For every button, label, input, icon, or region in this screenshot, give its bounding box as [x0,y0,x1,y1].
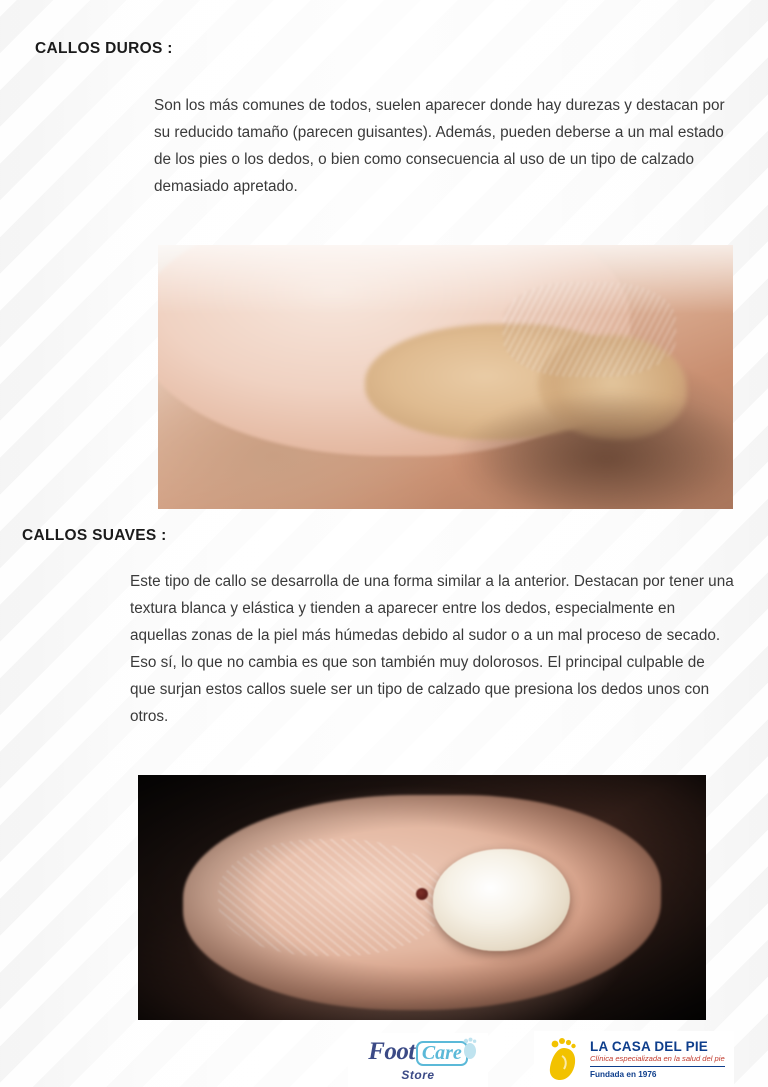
logo-la-casa-del-pie-text [590,1039,725,1079]
logo-footcare-word-foot: Foot [368,1038,415,1065]
photo-soft-corn [138,775,706,1020]
logo-footcare-word-care: Care [416,1041,468,1066]
logo-footcare-store-lockup [368,1039,468,1081]
photo-soft-corn-vignette [138,775,706,1020]
logo-footcare-word-store: Store [401,1068,435,1082]
photo-hard-corn [158,245,733,509]
logo-la-casa-del-pie-subtitle: Clínica especializada en la salud del pie [590,1055,725,1067]
section-heading-hard-corns: CALLOS DUROS : [35,40,173,57]
logo-la-casa-del-pie-title: LA CASA DEL PIE [590,1039,709,1055]
logo-footcare-store-wordmark [368,1039,468,1066]
foot-silhouette-icon [542,1036,584,1082]
photo-hard-corn-highlight [158,245,733,314]
logo-footcare-store[interactable] [348,1033,488,1087]
footprint-icon [460,1037,480,1061]
logo-la-casa-del-pie-founded: Fundada en 1976 [590,1069,657,1079]
section-heading-soft-corns: CALLOS SUAVES : [22,527,167,544]
section-paragraph-soft-corns: Este tipo de callo se desarrolla de una forma similar a la anterior. Destacan por tener una textura blanca y elástica y tienden a aparecer entre los dedos, especialmente en aquellas zonas de la piel más húmedas debido al sudor o a un mal proceso de secado. Eso sí, lo que no cambia es que son también muy dolorosos. El principal culpable de que surjan estos callos suele ser un tipo de calzado que presiona los dedos unos con otros. [130,573,734,725]
logo-la-casa-del-pie[interactable] [534,1031,734,1087]
section-paragraph-hard-corns: Son los más comunes de todos, suelen aparecer donde hay durezas y destacan por su reducido tamaño (parecen guisantes). Además, pueden deberse a un mal estado de los pies o los dedos, o bien como consecuencia al uso de un tipo de calzado demasiado apretado. [154,97,725,195]
